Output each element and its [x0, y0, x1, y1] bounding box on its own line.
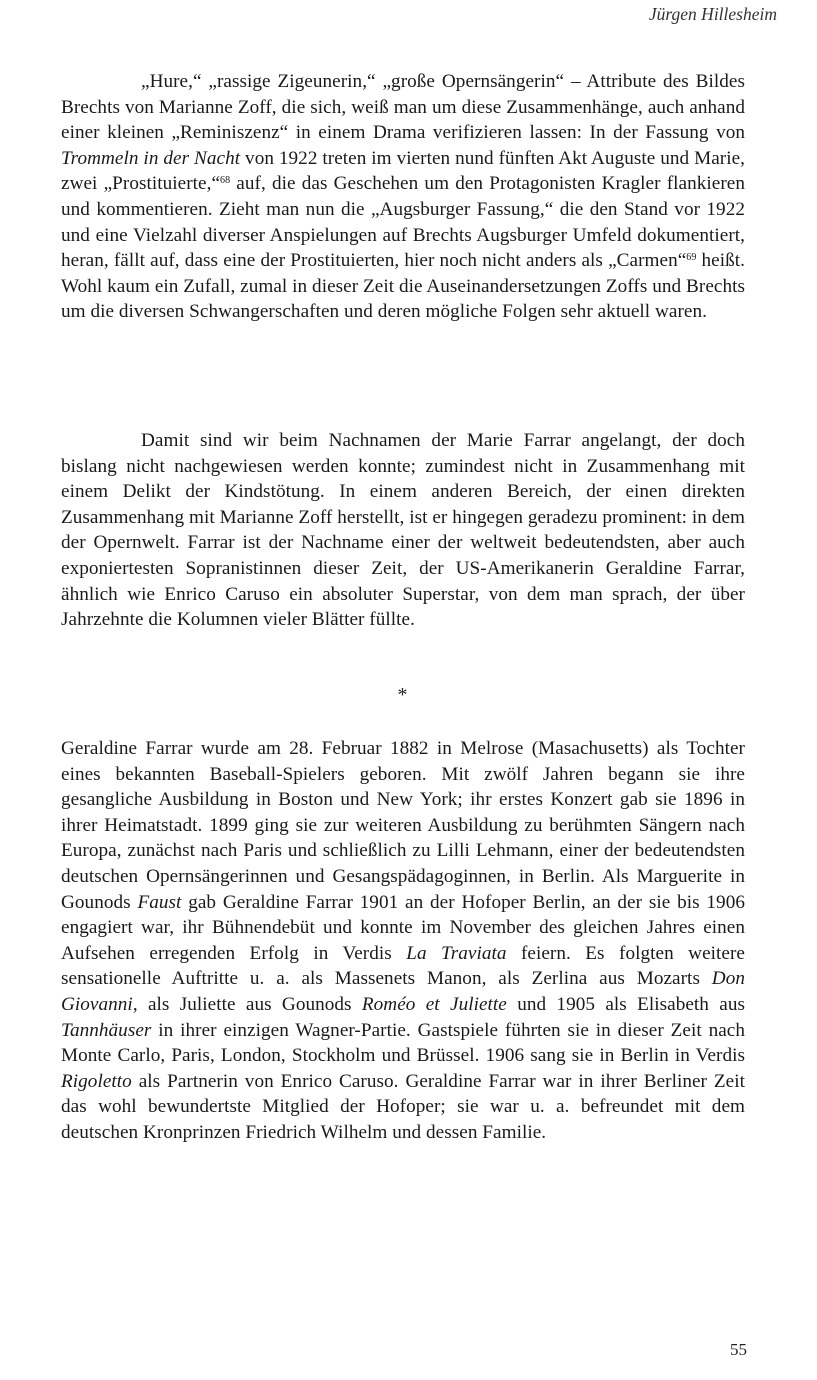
italic-title: La Traviata: [406, 942, 507, 964]
text-segment: in ihrer einzigen Wagner-Partie. Gastspiele führten sie in dieser Zeit nach Monte Carlo, Paris, London, Stockholm und Brüssel. 1906 sang sie in Berlin in Verdis: [61, 1019, 745, 1067]
paragraph-2: [61, 428, 745, 633]
footnote-ref: 68: [220, 175, 231, 187]
text-segment: heißt. Wohl kaum ein Zufall, zumal in dieser Zeit die Auseinandersetzungen Zoffs und Brechts um die diversen Schwangerschaften und deren mögliche Folgen sehr aktuell waren.: [61, 250, 746, 323]
text-segment: feiern. Es folgten weitere sensationelle Auftritte u. a. als Massenets Manon, als Zerlina aus Mozarts: [61, 942, 745, 990]
italic-title: Tannhäuser: [61, 1019, 152, 1041]
paragraph-text: [61, 428, 745, 633]
italic-title: Trommeln in der Nacht: [61, 147, 241, 169]
text-segment: , als Juliette aus Gounods: [132, 993, 362, 1015]
running-header-author: Jürgen Hillesheim: [648, 4, 777, 24]
italic-title: Rigoletto: [61, 1070, 132, 1092]
text-segment: Damit sind wir beim Nachnamen der Marie Farrar angelangt, der doch bislang nicht nachgewiesen werden konnte; zumindest nicht in Zusammenhang mit einem Delikt der Kindstötung. In einem anderen Bereich, der einen direkten Zusammenhang mit Marianne Zoff herstellt, ist er hingegen geradezu prominent: in dem der Opernwelt. Farrar ist der Nachname einer der weltweit bedeutendsten, aber auch exponiertesten Sopranistinnen dieser Zeit, der US-Amerikanerin Geraldine Farrar, ähnlich wie Enrico Caruso ein absoluter Superstar, von dem man sprach, der über Jahrzehnte die Kolumnen vieler Blätter füllte.: [61, 430, 745, 631]
text-segment: auf, die das Geschehen um den Protagonisten Kragler flankieren und kommentieren. Zieht man nun die „Augsburger Fassung,“ die den Stand vor 1922 und eine Vielzahl diverser Anspielungen auf Brechts Augsburger Umfeld dokumentiert, heran, fällt auf, dass eine der Prostituierten, hier noch nicht anders als „Carmen“: [61, 173, 745, 272]
paragraph-3: [61, 736, 745, 1146]
italic-title: Roméo et Juliette: [361, 993, 507, 1015]
text-segment: gab Geraldine Farrar 1901 an der Hofoper Berlin, an der sie bis 1906 engagiert war, ihr Bühnendebüt und konnte im November des gleichen Jahres einen Aufsehen erregenden Erfolg in Verdis: [61, 891, 745, 964]
italic-title: Faust: [137, 891, 182, 913]
paragraph-text: [61, 736, 745, 1146]
footnote-ref: 69: [686, 252, 697, 264]
text-segment: als Partnerin von Enrico Caruso. Geraldine Farrar war in ihrer Berliner Zeit das wohl bewundertste Mitglied der Hofoper; sie war u. a. befreundet mit dem deutschen Kronprinzen Friedrich Wilhelm und dessen Familie.: [61, 1070, 745, 1143]
text-segment: Geraldine Farrar wurde am 28. Februar 1882 in Melrose (Masachusetts) als Tochter eines bekannten Baseball-Spielers geboren. Mit zwölf Jahren begann sie ihre gesangliche Ausbildung in Boston und New York; ihr erstes Konzert gab sie 1896 in ihrer Heimatstadt. 1899 ging sie zur weiteren Ausbildung zu berühmten Sängern nach Europa, zunächst nach Paris und schließlich zu Lilli Lehmann, einer der bedeutendsten deutschen Opernsängerinnen und Gesangspädagoginnen, in Berlin. Als Marguerite in Gounods: [61, 738, 745, 913]
italic-title: Don Giovanni: [61, 968, 745, 1015]
text-segment: und 1905 als Elisabeth aus: [506, 993, 745, 1015]
text-segment: „Hure,“ „rassige Zigeunerin,“ „große Opernsängerin“ – Attribute des Bildes Brechts von Marianne Zoff, die sich, weiß man um diese Zusammenhänge, auch anhand einer kleinen „Reminiszenz“ in einem Drama verifizieren lassen: In der Fassung von: [61, 71, 745, 144]
page-number: 55: [730, 1340, 747, 1359]
paragraph-1: [61, 69, 745, 325]
paragraph-text: [61, 69, 745, 325]
text-segment: von 1922 treten im vierten nund fünften Akt Auguste und Marie, zwei „Prostituierte,“: [61, 147, 746, 195]
section-separator: *: [397, 684, 408, 706]
